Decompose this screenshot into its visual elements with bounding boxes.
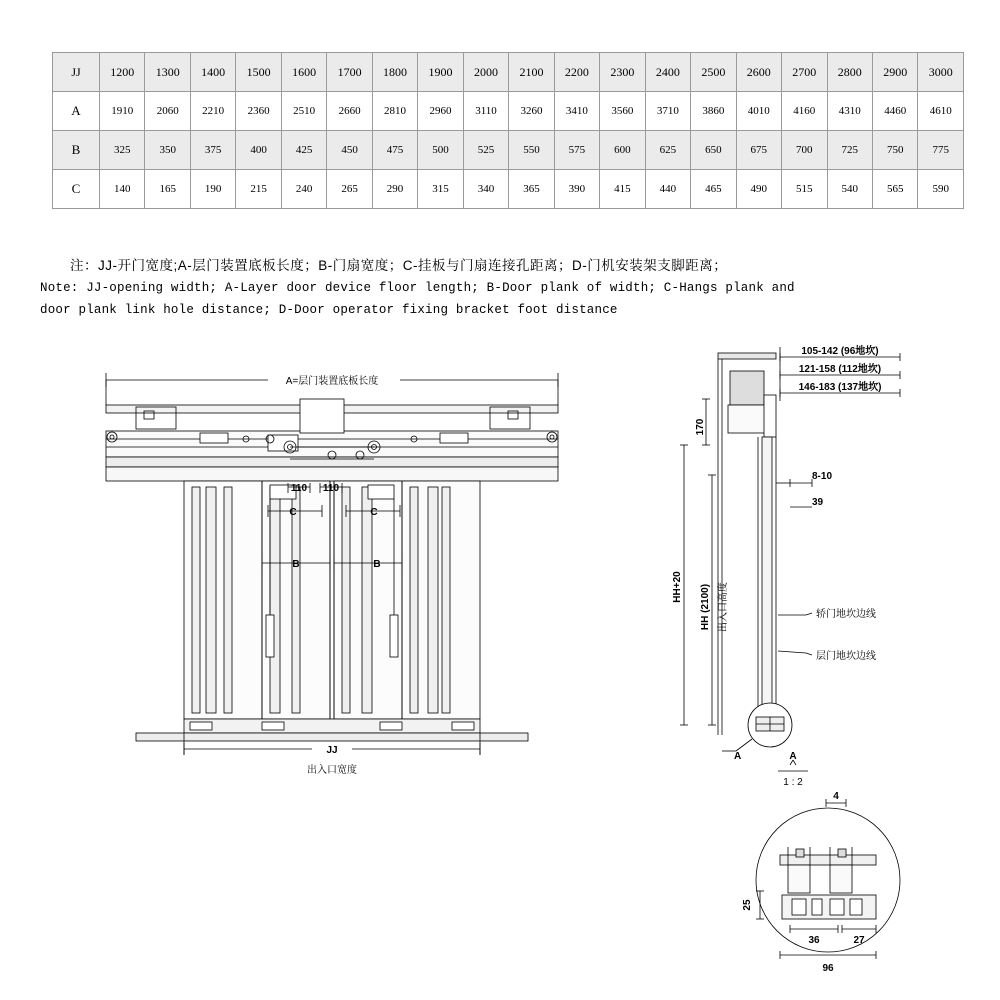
table-cell: 3710 — [645, 92, 690, 131]
table-col-header: 2600 — [736, 53, 781, 92]
side-view-detail-mark-label: A — [734, 751, 742, 762]
table-col-header: 2700 — [782, 53, 827, 92]
note-line-cn: 注：JJ-开门宽度;A-层门装置底板长度；B-门扇宽度；C-挂板与门扇连接孔距离；D-门机安装架支脚距离； — [70, 258, 728, 273]
table-col-header: 2500 — [691, 53, 736, 92]
table-cell: 240 — [281, 170, 326, 209]
table-row-label: A — [53, 92, 100, 131]
table-cell: 3260 — [509, 92, 554, 131]
table-cell: 400 — [236, 131, 281, 170]
spec-table-body — [53, 53, 964, 209]
table-col-header: 1400 — [190, 53, 235, 92]
technical-drawing — [0, 335, 1000, 995]
table-cell: 3110 — [463, 92, 508, 131]
table-cell: 2510 — [281, 92, 326, 131]
table-cell: 4610 — [918, 92, 964, 131]
table-cell: 650 — [691, 131, 736, 170]
detail-dim-25-label: 25 — [742, 899, 753, 911]
note-line-en-1: Note: JJ-opening width; A-Layer door device floor length; B-Door plank of width; C-Hangs plank and — [40, 281, 795, 295]
front-view-b-right-label: B — [373, 559, 381, 570]
table-col-header: 1700 — [327, 53, 372, 92]
table-cell: 315 — [418, 170, 463, 209]
table-cell: 340 — [463, 170, 508, 209]
detail-dim-36-label: 36 — [808, 935, 820, 946]
table-cell: 365 — [509, 170, 554, 209]
side-view-dim-170-label: 170 — [695, 418, 706, 436]
side-view-dim-39-label: 39 — [812, 497, 824, 508]
table-cell: 2960 — [418, 92, 463, 131]
table-cell: 2660 — [327, 92, 372, 131]
detail-dim-27-label: 27 — [853, 935, 865, 946]
table-cell: 450 — [327, 131, 372, 170]
detail-scale-label: 1 : 2 — [783, 777, 803, 788]
side-view — [680, 347, 900, 771]
front-view-top-dim-label: A=层门装置底板长度 — [285, 376, 379, 387]
table-col-header: 2800 — [827, 53, 872, 92]
side-view-dim-8-10-label: 8-10 — [812, 471, 833, 482]
table-cell: 675 — [736, 131, 781, 170]
table-col-header: 1600 — [281, 53, 326, 92]
table-row — [53, 131, 964, 170]
table-col-header: 2900 — [872, 53, 917, 92]
front-view — [106, 373, 558, 755]
table-cell: 2060 — [145, 92, 190, 131]
front-view-opening-width-label: 出入口宽度 — [307, 765, 357, 776]
table-cell: 415 — [600, 170, 645, 209]
table-col-header: 1800 — [372, 53, 417, 92]
table-col-header: 3000 — [918, 53, 964, 92]
table-cell: 190 — [190, 170, 235, 209]
side-view-hh-label: HH (2100) — [700, 583, 711, 631]
table-col-header: 1200 — [100, 53, 145, 92]
front-view-gap-left-label: 110 — [290, 483, 308, 494]
table-cell: 600 — [600, 131, 645, 170]
detail-title-label: A — [789, 751, 797, 762]
note-block — [40, 255, 980, 321]
side-view-dim-105-label: 105-142 (96地坎) — [801, 346, 879, 357]
table-col-header: 1900 — [418, 53, 463, 92]
note-line-en-2: door plank link hole distance; D-Door operator fixing bracket foot distance — [40, 303, 618, 317]
table-row — [53, 92, 964, 131]
table-col-header: 1500 — [236, 53, 281, 92]
table-cell: 165 — [145, 170, 190, 209]
table-cell: 390 — [554, 170, 599, 209]
table-cell: 525 — [463, 131, 508, 170]
table-cell: 775 — [918, 131, 964, 170]
table-cell: 290 — [372, 170, 417, 209]
table-cell: 2210 — [190, 92, 235, 131]
front-view-jj-label: JJ — [326, 745, 338, 756]
side-view-leader-2-label: 层门地坎边线 — [816, 651, 876, 662]
table-cell: 2360 — [236, 92, 281, 131]
detail-dim-96-label: 96 — [822, 963, 834, 974]
table-row — [53, 53, 964, 92]
table-cell: 215 — [236, 170, 281, 209]
table-col-header: 2100 — [509, 53, 554, 92]
table-cell: 425 — [281, 131, 326, 170]
table-cell: 2810 — [372, 92, 417, 131]
table-col-header: 1300 — [145, 53, 190, 92]
table-col-header: 2200 — [554, 53, 599, 92]
table-cell: 265 — [327, 170, 372, 209]
table-cell: 4010 — [736, 92, 781, 131]
table-cell: 515 — [782, 170, 827, 209]
side-view-dim-121-label: 121-158 (112地坎) — [798, 364, 882, 375]
table-cell: 490 — [736, 170, 781, 209]
table-cell: 475 — [372, 131, 417, 170]
table-cell: 500 — [418, 131, 463, 170]
table-cell: 3860 — [691, 92, 736, 131]
spec-table-container — [52, 52, 964, 209]
table-cell: 725 — [827, 131, 872, 170]
table-col-header: 2300 — [600, 53, 645, 92]
table-cell: 4460 — [872, 92, 917, 131]
side-view-dim-146-label: 146-183 (137地坎) — [798, 382, 882, 393]
front-view-c-left-label: C — [289, 507, 297, 518]
table-row — [53, 170, 964, 209]
spec-table — [52, 52, 964, 209]
table-cell: 325 — [100, 131, 145, 170]
table-cell: 590 — [918, 170, 964, 209]
front-view-gap-right-label: 110 — [322, 483, 340, 494]
table-row-label: B — [53, 131, 100, 170]
table-cell: 550 — [509, 131, 554, 170]
table-cell: 465 — [691, 170, 736, 209]
drawing-canvas — [0, 335, 1000, 995]
table-cell: 575 — [554, 131, 599, 170]
table-cell: 700 — [782, 131, 827, 170]
table-col-header: 2000 — [463, 53, 508, 92]
detail-view — [756, 799, 900, 959]
table-cell: 565 — [872, 170, 917, 209]
table-cell: 540 — [827, 170, 872, 209]
table-cell: 375 — [190, 131, 235, 170]
side-view-height-label: 出入口高度 — [718, 582, 729, 632]
table-row-label: C — [53, 170, 100, 209]
front-view-c-right-label: C — [370, 507, 378, 518]
side-view-hh20-label: HH+20 — [672, 571, 683, 603]
table-header-label: JJ — [53, 53, 100, 92]
table-cell: 625 — [645, 131, 690, 170]
table-cell: 350 — [145, 131, 190, 170]
table-cell: 3560 — [600, 92, 645, 131]
detail-dim-4-label: 4 — [833, 791, 839, 802]
table-cell: 140 — [100, 170, 145, 209]
table-cell: 1910 — [100, 92, 145, 131]
table-cell: 440 — [645, 170, 690, 209]
side-view-leader-1-label: 轿门地坎边线 — [816, 609, 876, 620]
front-view-b-left-label: B — [292, 559, 300, 570]
table-cell: 4310 — [827, 92, 872, 131]
table-cell: 750 — [872, 131, 917, 170]
table-cell: 4160 — [782, 92, 827, 131]
table-cell: 3410 — [554, 92, 599, 131]
table-col-header: 2400 — [645, 53, 690, 92]
